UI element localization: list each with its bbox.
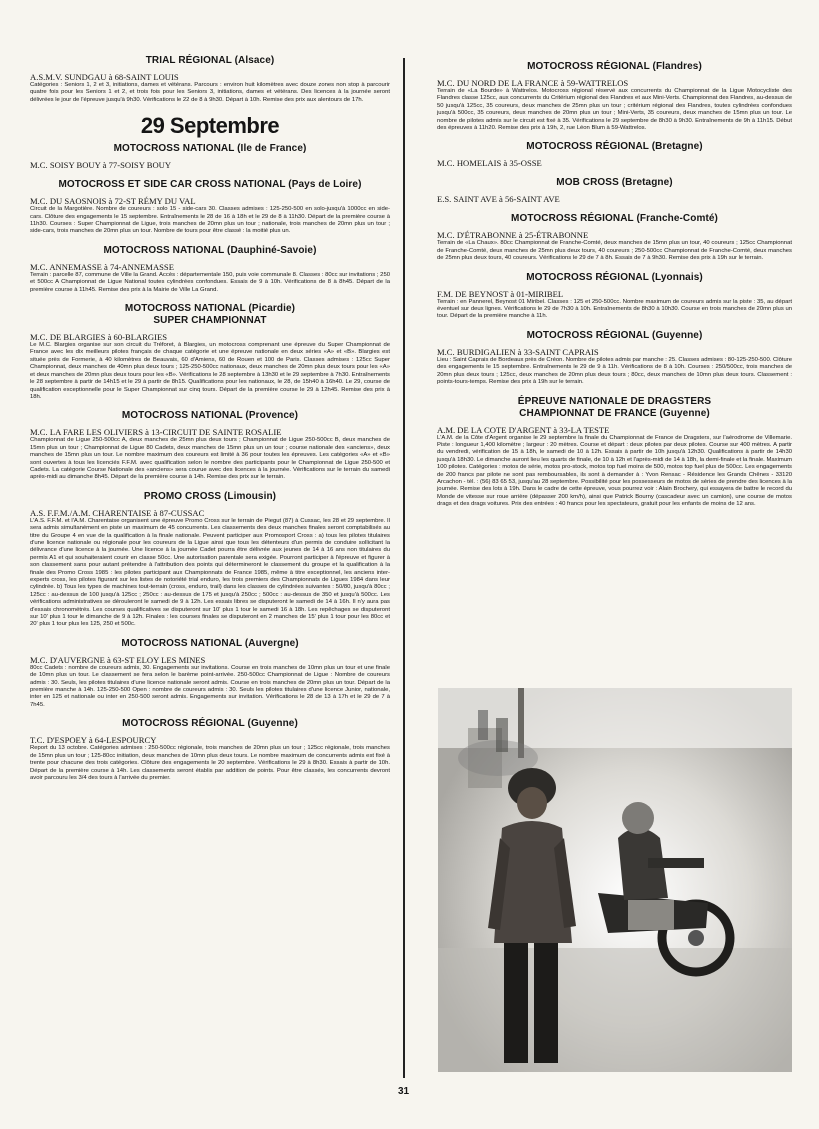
event-motocross-guyenne-saint-caprais	[437, 330, 792, 387]
event-club: E.S. SAINT AVE à 56-SAINT AVE	[437, 194, 560, 205]
event-title: MOTOCROSS NATIONAL (Provence)	[121, 410, 299, 422]
event-motocross-auvergne	[30, 638, 390, 709]
event-club: M.C. ANNEMASSE à 74-ANNEMASSE	[30, 261, 174, 272]
event-title: MOTOCROSS RÉGIONAL (Franche-Comté)	[511, 213, 718, 225]
event-title: MOTOCROSS RÉGIONAL (Flandres)	[527, 61, 702, 72]
event-club: A.S.M.V. SUNDGAU à 68-SAINT LOUIS	[30, 72, 179, 82]
right-column	[437, 52, 792, 509]
event-club: M.C. D'AUVERGNE à 63-ST ELOY LES MINES	[30, 654, 206, 665]
event-title-line2: SUPER CHAMPIONNAT	[153, 315, 267, 327]
page-number: 31	[398, 1086, 410, 1097]
event-text: L'A.S. F.F.M. et l'A.M. Charentaise organisent une épreuve Promo Cross sur le terrain de Piegut (87) à Cussac, les 28 et 29 septembre. Il sera admis simultanément en piste un maximum de 45 concurrents. Les classements des deux manches finales seront comptabilisés au titre du Groupe 4 en vue de la qualification à la finale nationale. Peuvent participer aux Promosport Cross : a) tous les pilotes titulaires d'une licence nationale ou régionale pour les coureurs de la Ligue ainsi que tous les détenteurs d'un permis de conduire sollicitant la délivrance d'une licence à la journée. Une licence à la journée Cadet pourra être délivrée aux jeunes de 14 à 16 ans non titulaires du permis A1 et qui souhaiteraient courir en classe 50cc. Une autorisation parentale sera exigée. Pourront participer à l'épreuve et figurer à son classement sans pour autant prétendre à l'attribution des points qui détermineront le classement du groupe et la qualification à la finale des Promo Cross 1985 : les pilotes participant aux Championnats de France 1985, même à titre exceptionnel, les anciens inter-experts cross, les pilotes figurant sur les listes de notoriété trial enduro, les trois premiers des Championnats de Ligues 1984 dans leur cylindrée. b) Tous les types de machines tout-terrain (cross, enduro, trail) dans les classes de cylindrées suivantes : 50/80, jusqu'à 80cc ; 125cc : au-dessus de 100 jusqu'à 125cc ; 250cc : au-dessus de 175 et jusqu'à 250cc ; 500cc : au-dessus de 350 et jusqu'à 500cc. Les vérifications administratives se dérouleront le samedi de 9 à 12h. Les essais libres se disputeront le samedi de 14 à 16h. Il n'y aura pas d'essais chronométrés. Les courses qualificatives se disputeront sur 10' plus 1 tour le samedi 16 à 18h. Les repêchages se disputeront sur 10' plus 1 tour le dimanche de 9 à 12h. Finales : les courses finales se disputeront en 2 manches de 15' plus 1 tour pour les 80cc et 20' plus 1 tour plus les 125, 250 et 500c.	[30, 517, 390, 628]
event-club: M.C. HOMELAIS à 35-OSSE	[437, 158, 542, 169]
event-motocross-guyenne-lespourcy	[30, 718, 390, 782]
event-text: Terrain : en Pannerel, Beynost 01 Miribel. Classes : 125 et 250-500cc. Nombre maximum de coureurs admis sur la piste : 35, au départ éventuel sur deux lignes. Vérifications le 29 de 7h30 à 10h. Entraînements de 8h30 à 10h30. Course en trois manches de 20mn plus un tour. Départ de la première manche à 11h.	[437, 298, 792, 320]
event-motocross-pays-de-loire	[30, 179, 390, 236]
left-column	[30, 46, 390, 782]
dragster-photo-image	[438, 688, 792, 1072]
event-club: M.C. D'ÉTRABONNE à 25-ÉTRABONNE	[437, 230, 589, 241]
event-title: TRIAL RÉGIONAL (Alsace)	[145, 55, 275, 66]
event-text: L'A.M. de la Côte d'Argent organise le 29 septembre la finale du Championnat de France de Dragsters, sur l'aérodrome de Villemarie. Piste : longueur 1,400 kilomètre ; largeur : 20 mètres. Course et départ : deux pilotes par deux pilotes. Course sur 400 mètres. A partir du vendredi, vérification de 15 à 18h, le samedi de 10 à 12h. Essais à partir de 10h jusqu'à 12h30. Qualifications à partir de 14h30 jusqu'à 18h30. Le dimanche auront lieu les quarts de finale, de 10 à 12h et l'après-midi de 14 à 18h, la demi-finale et la finale. Maximum 100 pilotes. Catégories : motos de série, motos pro-stock, motos top fuel moins de 500, motos top fuel plus de 500cc. Les engagements de 200 francs par pilote ne sont pas remboursables, ils sont à demander à : Yvon Rensac - Résidence les Grands Chênes - 33120 Arcachon - tél. : (56) 83 65 53, jusqu'au 28 septembre. Possibilité pour les possesseurs de motos de séries de prendre des licences à la journée. Remise des lots à 19h. Dans le cadre de cette épreuve, vous pourrez voir : Alain Brochery, qui essayera de battre le record du Monde de vitesse sur roue arrière (dépasser 200 km/h), ainsi que Patrick Bourny (cascadeur avec un camion), une course de motos drags et des drags voitures. Prix des entrées : 40 francs pour les spectateurs, gratuit pour les enfants de moins de 12 ans.	[437, 434, 792, 508]
event-title	[437, 396, 792, 420]
event-trial-alsace	[30, 55, 390, 104]
event-motocross-provence	[30, 410, 390, 481]
event-title: MOTOCROSS NATIONAL (Dauphiné-Savoie)	[103, 244, 317, 256]
event-motocross-bretagne	[437, 141, 792, 168]
dragster-photo	[438, 688, 792, 1072]
event-text: 80cc Cadets : nombre de coureurs admis, 30. Engagements sur invitations. Course en trois manches de 10mn plus un tour et une finale de 10mn plus un tour. Le classement se fera selon le barème point-arrivée. 250-500cc Championnat de Ligue : Nombre de coureurs admis : 30. Seuls, les pilotes titulaires d'une licence nationale seront admis. Course en trois manches de 20mn plus un tour. Départ de la première manche à 14h. 125-250-500 Open : nombre de coureurs admis : 30. Seuls les pilotes titulaires d'une licence Junior, nationale, inter en 125 et nationale ou inter en 250-500 seront admis. Engagements sur invitation. Vérifications le 28 de 13 à 17h et le 29 de 7 à 7h45.	[30, 664, 390, 708]
event-club: F.M. DE BEYNOST à 01-MIRIBEL	[437, 288, 564, 299]
event-text: Catégories : Seniors 1, 2 et 3, initiations, dames et vétérans. Parcours : environ huit kilomètres avec douze zones non stop à parcourir quatre fois pour les Seniors 1 et 2, et trois fois pour les Seniors 3, initiations, dames et vétérans. Des licences à la journée seront délivrées le jour de l'épreuve jusqu'à 9h30. Vérifications le 22 de 8 à 9h30. Départ à 10h. Remise des prix aux alentours de 17h.	[30, 82, 390, 103]
event-text: Lieu : Saint Caprais de Bordeaux près de Créon. Nombre de pilotes admis par manche : 25. Classes admises : 80-125-250-500. Clôture des engagements le 15 septembre. Entraînements le 29 de 9 à 11h. Vérifications de 8 à 10h. Courses : 250/500cc, trois manches de 20mn plus deux tours ; 125cc, deux manches de 20mn plus deux tours ; 80cc, deux manches de 10mn plus deux tours. Classement : points-tours-temps. Remise des prix à 19h sur le terrain.	[437, 356, 792, 386]
event-title: MOTOCROSS RÉGIONAL (Guyenne)	[526, 329, 703, 341]
event-title: MOTOCROSS NATIONAL (Ile de France)	[113, 143, 307, 155]
event-mob-cross-bretagne	[437, 177, 792, 204]
event-dragsters-guyenne	[437, 396, 792, 509]
event-title: MOTOCROSS RÉGIONAL (Guyenne)	[122, 718, 298, 730]
event-club: A.S. F.F.M./A.M. CHARENTAISE à 87-CUSSAC	[30, 507, 205, 518]
event-club: M.C. LA FARE LES OLIVIERS à 13-CIRCUIT DE SAINTE ROSALIE	[30, 427, 282, 438]
event-motocross-dauphine-savoie	[30, 245, 390, 294]
event-club: T.C. D'ESPOEY à 64-LESPOURCY	[30, 735, 157, 746]
event-title-line1: ÉPREUVE NATIONALE DE DRAGSTERS	[517, 395, 712, 407]
event-text: Circuit de la Margotière. Nombre de coureurs : solo 15 - side-cars 30. Classes admises : 125-250-500 en solo-jusqu'à 1000cc en side-cars. Clôture des engagements le 15 septembre. Entraînements le 28 de 16 à 18h et le 29 de 8 à 11h30. Départ de la première course à 11h30. Courses : Super Championnat de Ligue, trois manches de 20mn plus un tour ; nationale, trois manches de 20mn plus un tour ; side-cars, trois manches de 20mn plus un tour. Nombre de tours pour être classé : la moitié plus un.	[30, 206, 390, 235]
event-club: M.C. DU SAOSNOIS à 72-ST RÉMY DU VAL	[30, 196, 196, 207]
event-motocross-ile-de-france	[30, 143, 390, 170]
event-club: M.C. DE BLARGIES à 60-BLARGIES	[30, 332, 168, 343]
date-heading: 29 Septembre	[140, 113, 280, 139]
column-divider	[403, 58, 405, 1078]
event-motocross-flandres	[437, 61, 792, 132]
event-title: MOB CROSS (Bretagne)	[556, 177, 673, 189]
event-text: Le M.C. Blargies organise sur son circuit du Tréforet, à Blargies, un motocross comprenant une épreuve du Super Championnat de France avec les dix meilleurs pilotes français de chaque catégorie et une épreuve nationale en deux séries «A» et «B». Blargies est située près de Formerie, à 40 kilomètres de Beauvais, 60 d'Amiens, 60 de Rouen et 100 de Paris. Classes admises : 125cc Super Championnat, deux manches de 40mn plus deux tours ; 125-250-500cc nationaux, deux manches de 20mn plus deux tours pour les «A» et deux manches de 20mn plus deux tours pour les «B». Vérifications le 28 septembre à 13h30 et le 29 septembre à 7h30. Entraînements le 28 septembre à partir de 14h15 et le 29 à partir de 8h15. Qualifications pour les nationaux, le 28, de 15h40 à 16h40. Le 29, course de qualification exceptionnelle pour le Super Championnat sur cinq tours. Départ de la première course le 29 à 12h45. Remise des prix à 18h.	[30, 342, 390, 400]
event-motocross-picardie	[30, 303, 390, 401]
event-title: PROMO CROSS (Limousin)	[143, 490, 277, 502]
event-club: M.C. DU NORD DE LA FRANCE à 59-WATTRELOS	[437, 78, 629, 88]
event-title: MOTOCROSS RÉGIONAL (Lyonnais)	[526, 271, 703, 283]
event-text: Terrain de «La Chaux». 80cc Championnat de Franche-Comté, deux manches de 15mn plus un tour, 40 coureurs ; 125cc Championnat de Franche-Comté, deux manches de 25mn plus deux tours, 40 coureurs ; 250-500cc Championnat de Franche-Comté, deux manches de 25mn plus deux tours, 40 coureurs. Vérifications le 29 de 7 à 8h. Essais de 7 à 9h30. Remise des prix à 19h sur le terrain.	[437, 240, 792, 262]
event-title-line2: CHAMPIONNAT DE FRANCE (Guyenne)	[519, 407, 710, 419]
event-title	[30, 303, 390, 327]
event-title: MOTOCROSS RÉGIONAL (Bretagne)	[526, 141, 703, 153]
event-text: Report du 13 octobre. Catégories admises : 250-500cc régionale, trois manches de 20mn plus un tour ; 125cc régionale, trois manches de 15mn plus un tour ; 125-80cc initiation, deux manches de 10mn plus deux tours. Le nombre maximum de concurrents admis est fixé à trente pour chacune des trois catégories. Clôture des engagements le 20 septembre. Vérifications le 29 à 8h30. Essais à partir de 10h. Départ de la première course à 14h. Les classements seront établis par addition de points. Pour être classés, les concurrents devront avoir parcouru les 3/4 des tours à l'arrivée du premier.	[30, 745, 390, 781]
event-club: M.C. SOISY BOUY à 77-SOISY BOUY	[30, 160, 172, 171]
event-motocross-franche-comte	[437, 213, 792, 262]
event-text: Championnat de Ligue 250-500cc A, deux manches de 25mn plus deux tours ; Championnat de Ligue 250-500cc B, deux manches de 15mn plus un tour ; Championnat de Ligue 80 Cadets, deux manches de 15mn plus un un tour ; course nationale des «anciens», deux manches de 15mn plus un tour. Le nombre maximum des coureurs est limité à 36 pour toutes les épreuves. Les catégories «A» et «B» sont ouvertes à tous les licenciés F.F.M. avec qualification selon le nombre des participants pour le Championnat de Ligue 250-500 et Cadets. La catégorie Course Nationale des «anciens» sera courue avec des licences à la journée. Vérifications sur le terrain du samedi après-midi au dimanche 8h45. Départ de la première course à 14h. Remise des prix sur le terrain.	[30, 437, 390, 481]
event-text: Terrain : parcelle 87, commune de Ville la Grand. Accès : départementale 150, puis voie communale 8. Classes : 80cc sur invitations ; 250 et 500cc A Championnat de Ligue National toutes cylindrées confondues. Essais de 9 à 10h. Vérifications de 8 à 8h45. Départ de la première course à 11h45. Remise des prix à la Mairie de Ville La Grand.	[30, 271, 390, 293]
event-motocross-lyonnais	[437, 272, 792, 321]
event-club: A.M. DE LA COTE D'ARGENT à 33-LA TESTE	[437, 424, 610, 435]
event-title-line1: MOTOCROSS NATIONAL (Picardie)	[124, 303, 296, 315]
event-club: M.C. BURDIGALIEN à 33-SAINT CAPRAIS	[437, 346, 599, 357]
event-promo-cross-limousin	[30, 491, 390, 629]
event-title: MOTOCROSS ET SIDE CAR CROSS NATIONAL (Pays de Loire)	[58, 179, 362, 191]
event-text: Terrain de «La Bourde» à Wattrelos. Motocross régional réservé aux concurrents du Championnat de la Ligue Motocycliste des Flandres classe 125cc, aux concurrents du Critérium régional des Flandres et aux Mini-Verts. Championnat des Flandres, au-dessus de 50 jusqu'à 125cc, 35 coureurs, deux manches de 25mn plus un tour ; critérium régional des Flandres, toutes cylindrées confondues jusqu'à 500cc, 35 coureurs, deux manches de 20mn plus un tour ; Mini-Verts, 35 coureurs, deux manches de 15mn plus un tour. Le nombre de pilotes admis sur le circuit est fixé à 35. Vérifications le 29 septembre de 8h30 à 9h30. Entraînements de 9h à 11h15. Début des épreuves à 11h20. Remise des prix à 19h, 2, rue Léon Blum à 59-Wattrelos.	[437, 88, 792, 132]
event-title: MOTOCROSS NATIONAL (Auvergne)	[121, 637, 299, 649]
